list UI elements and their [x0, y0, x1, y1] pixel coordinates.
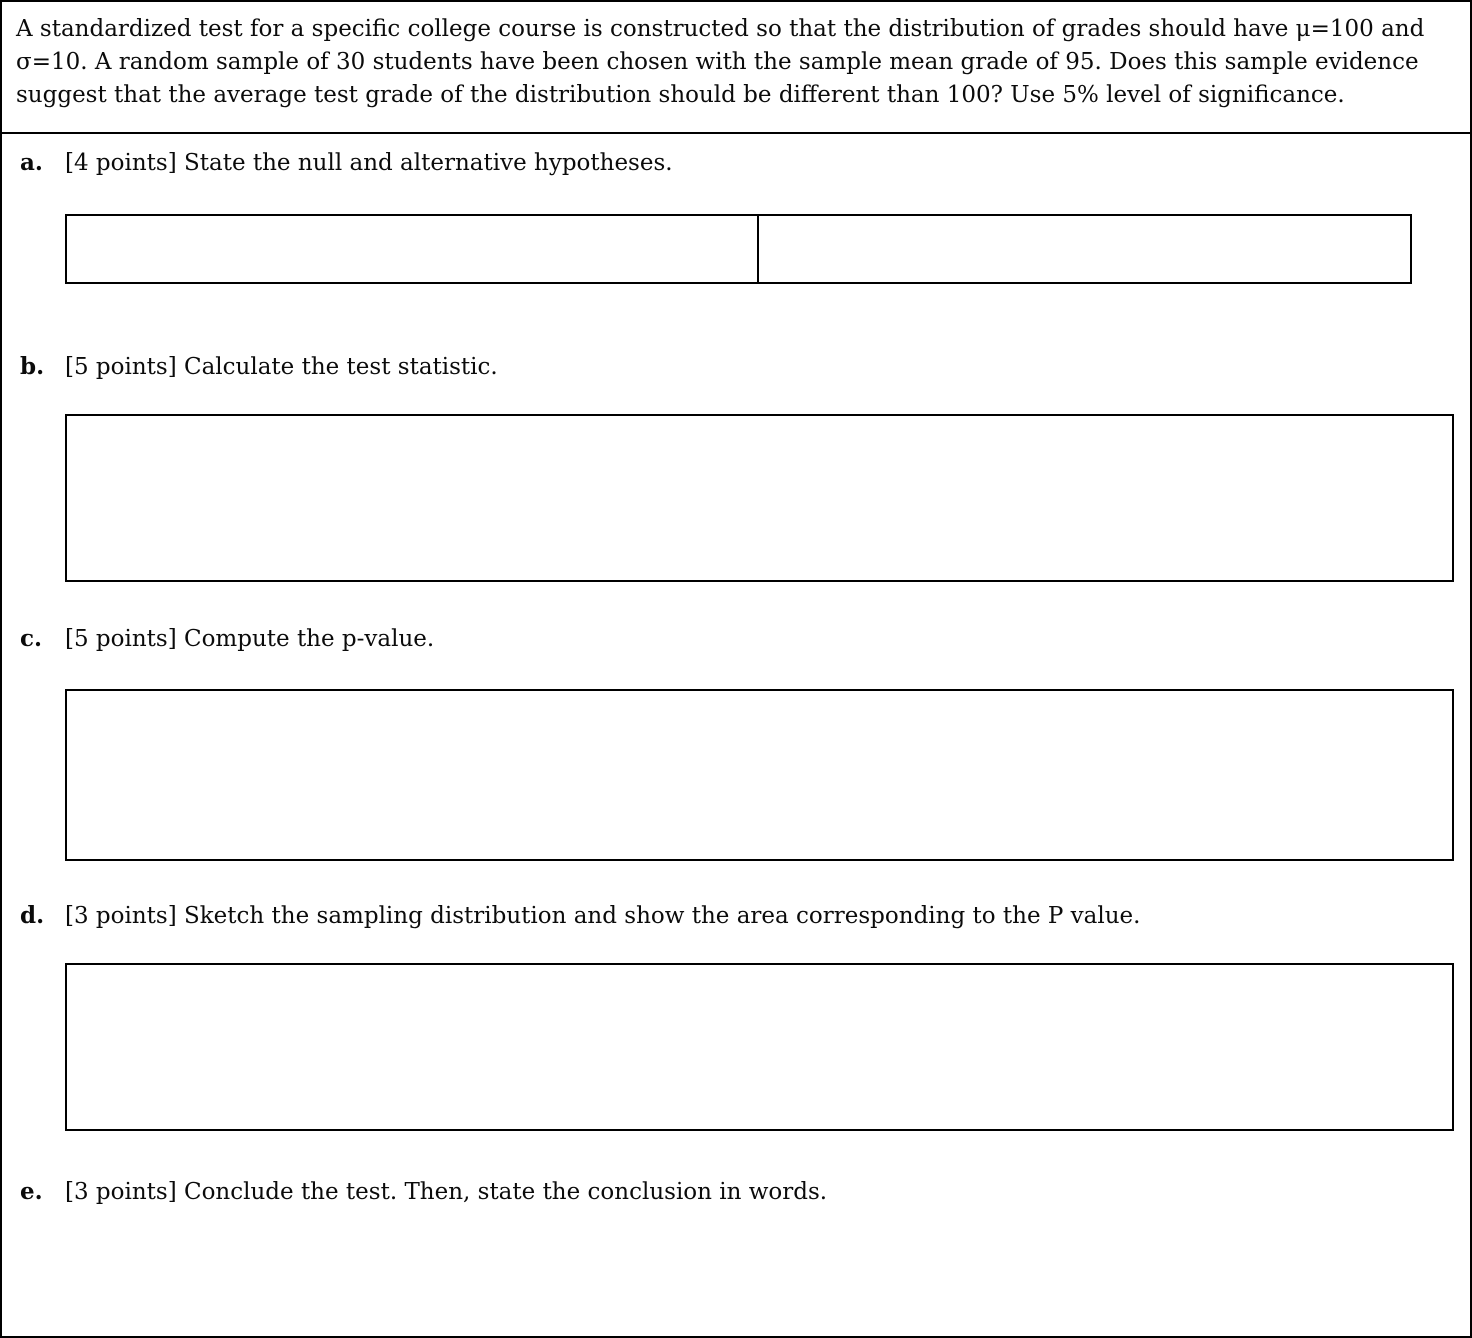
- answer-box-null-hypothesis[interactable]: [65, 214, 759, 284]
- part-d-label: d.: [20, 902, 45, 929]
- part-d-prompt: [3 points] Sketch the sampling distribution and show the area corresponding to the P value.: [65, 903, 1141, 929]
- part-c: [2, 622, 1470, 656]
- part-a: [2, 146, 1470, 180]
- part-c-prompt: [5 points] Compute the p-value.: [65, 626, 435, 652]
- part-a-prompt: [4 points] State the null and alternative hypotheses.: [65, 150, 673, 176]
- part-c-label: c.: [20, 625, 43, 652]
- part-e-label: e.: [20, 1178, 43, 1205]
- answer-box-p-value[interactable]: [65, 689, 1454, 861]
- part-e-prompt: [3 points] Conclude the test. Then, state the conclusion in words.: [65, 1179, 828, 1205]
- answer-box-alternative-hypothesis[interactable]: [757, 214, 1412, 284]
- answer-box-sketch-distribution[interactable]: [65, 963, 1454, 1131]
- part-b-prompt: [5 points] Calculate the test statistic.: [65, 354, 498, 380]
- part-e: [2, 1175, 1470, 1209]
- problem-statement: A standardized test for a specific college course is constructed so that the distribution of grades should have μ=100 and σ=10. A random sample of 30 students have been chosen with the sample mean grade of 95. Does this sample evidence suggest that the average test grade of the distribution should be different than 100? Use 5% level of significance.: [2, 2, 1470, 134]
- hypotheses-answer-row: [65, 214, 1470, 284]
- part-d: [2, 899, 1470, 933]
- answer-box-test-statistic[interactable]: [65, 414, 1454, 582]
- part-b: [2, 350, 1470, 384]
- part-a-label: a.: [20, 149, 43, 176]
- part-b-label: b.: [20, 353, 45, 380]
